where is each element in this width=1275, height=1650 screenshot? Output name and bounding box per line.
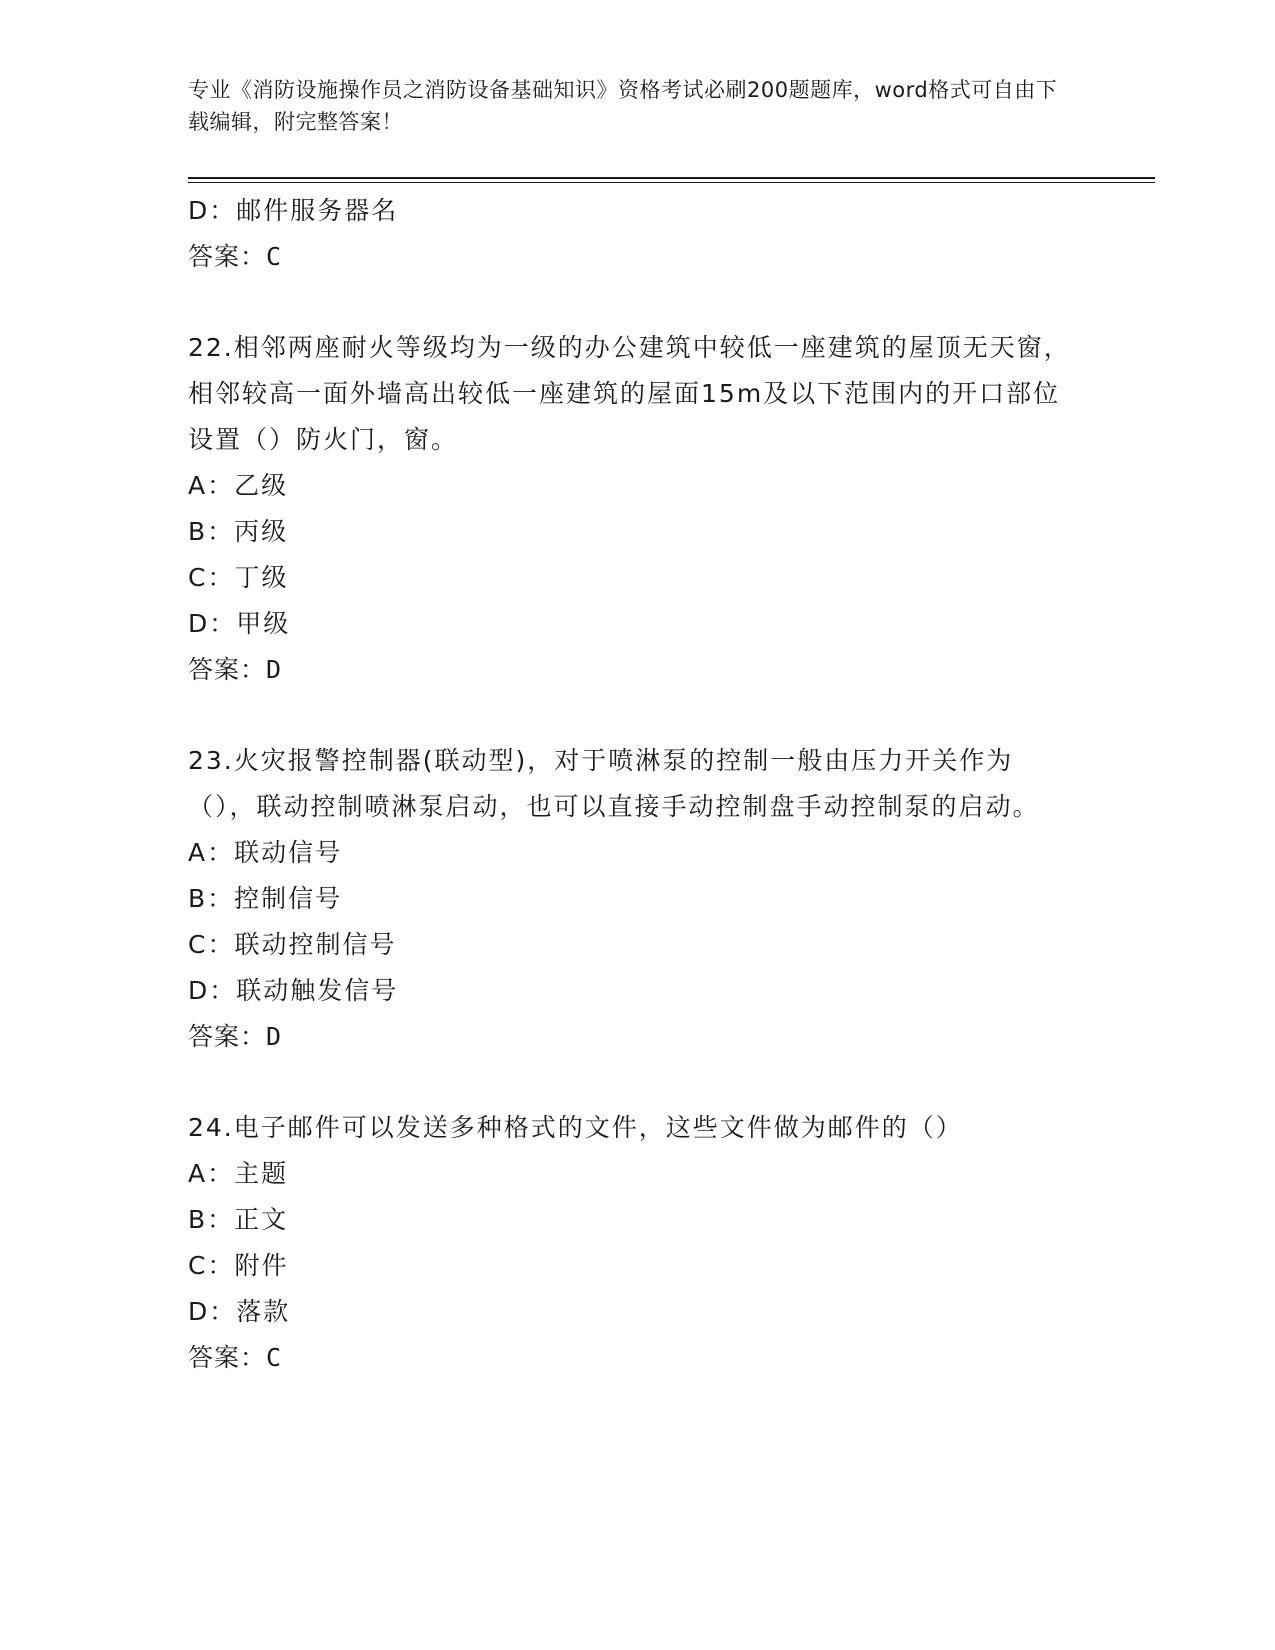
question-23 — [188, 738, 1088, 1060]
question-23-text: 23.火灾报警控制器(联动型)，对于喷淋泵的控制一般由压力开关作为（），联动控制喷淋泵启动，也可以直接手动控制盘手动控制泵的启动。 — [188, 746, 1040, 821]
question-23-option-d: D：联动触发信号 — [188, 976, 399, 1005]
question-22-option-d: D：甲级 — [188, 609, 291, 638]
question-22-option-c: C：丁级 — [188, 563, 289, 592]
question-24-answer: 答案：C — [188, 1343, 283, 1372]
question-22-option-a: A：乙级 — [188, 471, 289, 500]
question-24-option-d: D：落款 — [188, 1297, 291, 1326]
header-divider-thick — [188, 177, 1155, 179]
header-divider-thin — [188, 182, 1155, 183]
prev-question-option-d: D：邮件服务器名 — [188, 196, 399, 225]
question-23-option-c: C：联动控制信号 — [188, 930, 397, 959]
question-24-option-c: C：附件 — [188, 1251, 289, 1280]
question-23-answer: 答案：D — [188, 1022, 283, 1051]
question-23-option-a: A：联动信号 — [188, 838, 343, 867]
question-22-text: 22.相邻两座耐火等级均为一级的办公建筑中较低一座建筑的屋顶无天窗，相邻较高一面外墙高出较低一座建筑的屋面15m及以下范围内的开口部位设置（）防火门，窗。 — [188, 333, 1071, 454]
question-22 — [188, 325, 1088, 693]
question-23-option-b: B：控制信号 — [188, 884, 343, 913]
document-header: 专业《消防设施操作员之消防设备基础知识》资格考试必刷200题题库，word格式可自由下载编辑，附完整答案！ — [188, 78, 1058, 134]
question-24-option-a: A：主题 — [188, 1159, 289, 1188]
prev-question-answer: 答案：C — [188, 242, 283, 271]
question-22-option-b: B：丙级 — [188, 517, 289, 546]
question-list — [188, 188, 1088, 1381]
question-24 — [188, 1105, 1088, 1381]
question-24-option-b: B：正文 — [188, 1205, 289, 1234]
question-22-answer: 答案：D — [188, 655, 283, 684]
question-24-text: 24.电子邮件可以发送多种格式的文件，这些文件做为邮件的（） — [188, 1113, 963, 1142]
